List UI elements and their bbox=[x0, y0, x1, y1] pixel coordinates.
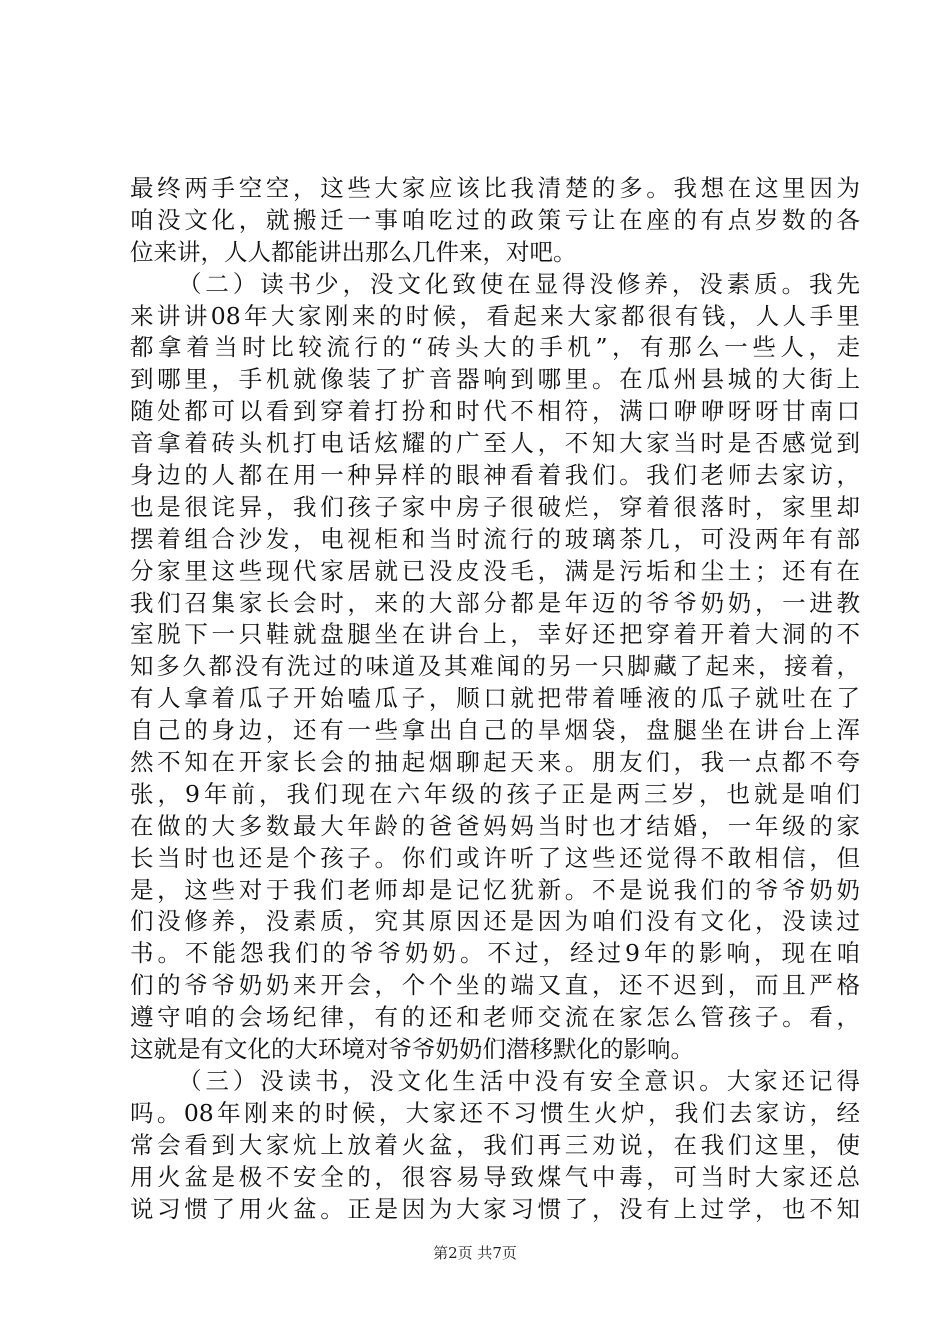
text-line: 随处都可以看到穿着打扮和时代不相符，满口咿咿呀呀甘南口 bbox=[130, 397, 860, 426]
text-line: 室脱下一只鞋就盘腿坐在讲台上，幸好还把穿着开着大洞的不 bbox=[130, 620, 860, 649]
text-line: 书。不能怨我们的爷爷奶奶。不过，经过9年的影响，现在咱 bbox=[130, 939, 860, 968]
text-line: 到哪里，手机就像装了扩音器响到哪里。在瓜州县城的大街上 bbox=[130, 365, 860, 394]
text-line: （二）读书少，没文化致使在显得没修养，没素质。我先 bbox=[178, 269, 860, 298]
text-line: 都拿着当时比较流行的“砖头大的手机”，有那么一些人，走 bbox=[130, 333, 860, 362]
text-line: 然不知在开家长会的抽起烟聊起天来。朋友们，我一点都不夸 bbox=[130, 748, 860, 777]
text-line: 长当时也还是个孩子。你们或许听了这些还觉得不敢相信，但 bbox=[130, 843, 860, 872]
text-line: 咱没文化，就搬迁一事咱吃过的政策亏让在座的有点岁数的各 bbox=[130, 205, 860, 234]
text-line: 用火盆是极不安全的，很容易导致煤气中毒，可当时大家还总 bbox=[130, 1162, 860, 1191]
text-line: 摆着组合沙发，电视柜和当时流行的玻璃茶几，可没两年有部 bbox=[130, 524, 860, 553]
text-line: 在做的大多数最大年龄的爸爸妈妈当时也才结婚，一年级的家 bbox=[130, 811, 860, 840]
text-line: 有人拿着瓜子开始嗑瓜子，顺口就把带着唾液的瓜子就吐在了 bbox=[130, 684, 860, 713]
text-line: 们的爷爷奶奶来开会，个个坐的端又直，还不迟到，而且严格 bbox=[130, 971, 860, 1000]
text-line: 说习惯了用火盆。正是因为大家习惯了，没有上过学，也不知 bbox=[130, 1194, 860, 1223]
text-line: （三）没读书，没文化生活中没有安全意识。大家还记得 bbox=[178, 1066, 860, 1095]
text-line: 位来讲，人人都能讲出那么几件来，对吧。 bbox=[130, 237, 577, 266]
text-line: 也是很诧异，我们孩子家中房子很破烂，穿着很落时，家里却 bbox=[130, 492, 860, 521]
text-line: 这就是有文化的大环境对爷爷奶奶们潜移默化的影响。 bbox=[130, 1035, 694, 1064]
text-line: 们没修养，没素质，究其原因还是因为咱们没有文化，没读过 bbox=[130, 907, 860, 936]
text-line: 常会看到大家炕上放着火盆，我们再三劝说，在我们这里，使 bbox=[130, 1130, 860, 1159]
text-line: 音拿着砖头机打电话炫耀的广至人，不知大家当时是否感觉到 bbox=[130, 429, 860, 458]
page-footer: 第2页 共7页 bbox=[433, 1244, 517, 1262]
body-text bbox=[130, 173, 860, 1225]
text-line: 知多久都没有洗过的味道及其难闻的另一只脚藏了起来，接着， bbox=[130, 652, 860, 681]
text-line: 自己的身边，还有一些拿出自己的旱烟袋，盘腿坐在讲台上浑 bbox=[130, 716, 860, 745]
text-line: 吗。08年刚来的时候，大家还不习惯生火炉，我们去家访，经 bbox=[130, 1098, 860, 1127]
text-line: 分家里这些现代家居就已没皮没毛，满是污垢和尘土；还有在 bbox=[130, 556, 860, 585]
text-line: 是，这些对于我们老师却是记忆犹新。不是说我们的爷爷奶奶 bbox=[130, 875, 860, 904]
text-line: 张，9年前，我们现在六年级的孩子正是两三岁，也就是咱们 bbox=[130, 779, 860, 808]
text-line: 我们召集家长会时，来的大部分都是年迈的爷爷奶奶，一进教 bbox=[130, 588, 860, 617]
text-line: 遵守咱的会场纪律，有的还和老师交流在家怎么管孩子。看， bbox=[130, 1003, 860, 1032]
text-line: 最终两手空空，这些大家应该比我清楚的多。我想在这里因为 bbox=[130, 174, 860, 202]
text-line: 身边的人都在用一种异样的眼神看着我们。我们老师去家访， bbox=[130, 461, 860, 490]
text-line: 来讲讲08年大家刚来的时候，看起来大家都很有钱，人人手里 bbox=[130, 301, 860, 330]
